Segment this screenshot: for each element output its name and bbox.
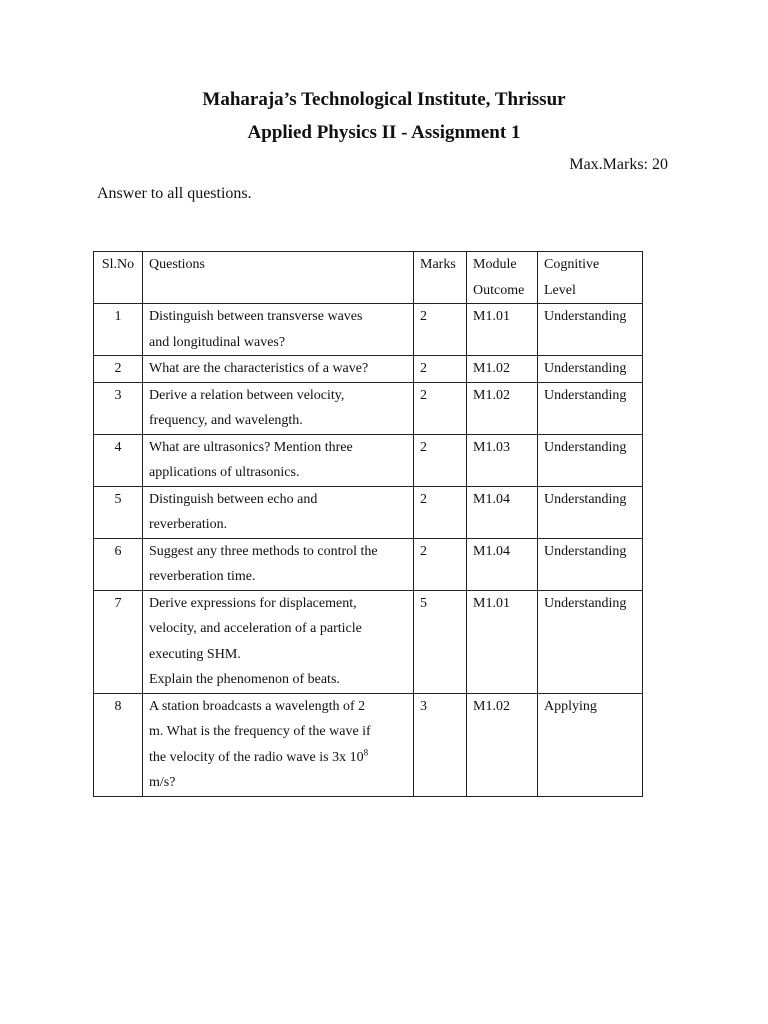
cognitive-level-value: Understanding [538,486,643,538]
marks-value: 2 [414,486,467,538]
header-questions: Questions [143,252,414,304]
question-line: Derive a relation between velocity, [149,387,345,403]
cognitive-level-value: Understanding [538,382,643,434]
module-outcome-value: M1.02 [467,382,538,434]
row-number: 8 [94,693,143,796]
question-line: m/s? [149,775,176,790]
header-cognitive-level [538,252,643,304]
marks-value: 2 [414,538,467,590]
cognitive-level-value: Understanding [538,590,643,693]
marks-value: 3 [414,693,467,796]
question-text [143,538,414,590]
table-row [94,486,643,538]
question-line: reverberation time. [149,569,256,584]
module-outcome-value: M1.01 [467,590,538,693]
question-line: m. What is the frequency of the wave if [149,724,371,739]
question-line: Suggest any three methods to control the [149,543,378,559]
cognitive-level-value: Understanding [538,538,643,590]
row-number: 6 [94,538,143,590]
table-header-row [94,252,643,304]
marks-value: 2 [414,356,467,383]
marks-value: 2 [414,382,467,434]
table-row [94,356,643,383]
module-outcome-value: M1.04 [467,486,538,538]
header-marks: Marks [414,252,467,304]
question-text [143,304,414,356]
table-row [94,304,643,356]
table-row [94,693,643,796]
module-outcome-value: M1.01 [467,304,538,356]
question-text [143,590,414,693]
header-module-outcome [467,252,538,304]
header-cognitive-line1: Cognitive [544,257,600,272]
question-text [143,434,414,486]
row-number: 1 [94,304,143,356]
question-line: What are ultrasonics? Mention three [149,439,353,455]
row-number: 5 [94,486,143,538]
table-row [94,434,643,486]
row-number: 4 [94,434,143,486]
module-outcome-value: M1.02 [467,356,538,383]
table-row [94,538,643,590]
module-outcome-value: M1.04 [467,538,538,590]
marks-value: 5 [414,590,467,693]
header-slno: Sl.No [94,252,143,304]
header-module-line2: Outcome [473,282,525,298]
question-text [143,693,414,796]
question-line: A station broadcasts a wavelength of 2 [149,698,366,714]
cognitive-level-value: Understanding [538,304,643,356]
row-number: 3 [94,382,143,434]
question-line: velocity, and acceleration of a particle [149,621,362,636]
module-outcome-value: M1.02 [467,693,538,796]
cognitive-level-value: Understanding [538,356,643,383]
header-cognitive-line2: Level [544,282,576,298]
row-number: 2 [94,356,143,383]
question-line: and longitudinal waves? [149,334,286,350]
instructions: Answer to all questions. [97,185,252,202]
cognitive-level-value: Applying [538,693,643,796]
question-line: reverberation. [149,517,228,532]
question-line: executing SHM. [149,646,241,662]
table-row [94,590,643,693]
row-number: 7 [94,590,143,693]
module-outcome-value: M1.03 [467,434,538,486]
marks-value: 2 [414,434,467,486]
header-module-line1: Module [473,257,517,272]
table-row [94,382,643,434]
question-line: Explain the phenomenon of beats. [149,672,340,687]
question-line: What are the characteristics of a wave? [149,361,369,376]
question-line: frequency, and wavelength. [149,413,303,428]
exponent: 8 [363,746,369,757]
question-line: the velocity of the radio wave is 3x 10 [149,749,364,765]
assignment-title: Applied Physics II - Assignment 1 [247,122,521,143]
question-line: Derive expressions for displacement, [149,595,357,611]
question-text [143,486,414,538]
question-line: Distinguish between transverse waves [149,309,363,324]
question-line: applications of ultrasonics. [149,465,300,480]
questions-table [93,251,643,797]
question-text [143,382,414,434]
max-marks: Max.Marks: 20 [569,156,668,173]
marks-value: 2 [414,304,467,356]
question-text [143,356,414,383]
question-line: Distinguish between echo and [149,491,318,507]
cognitive-level-value: Understanding [538,434,643,486]
institute-name: Maharaja’s Technological Institute, Thrissur [202,89,566,110]
